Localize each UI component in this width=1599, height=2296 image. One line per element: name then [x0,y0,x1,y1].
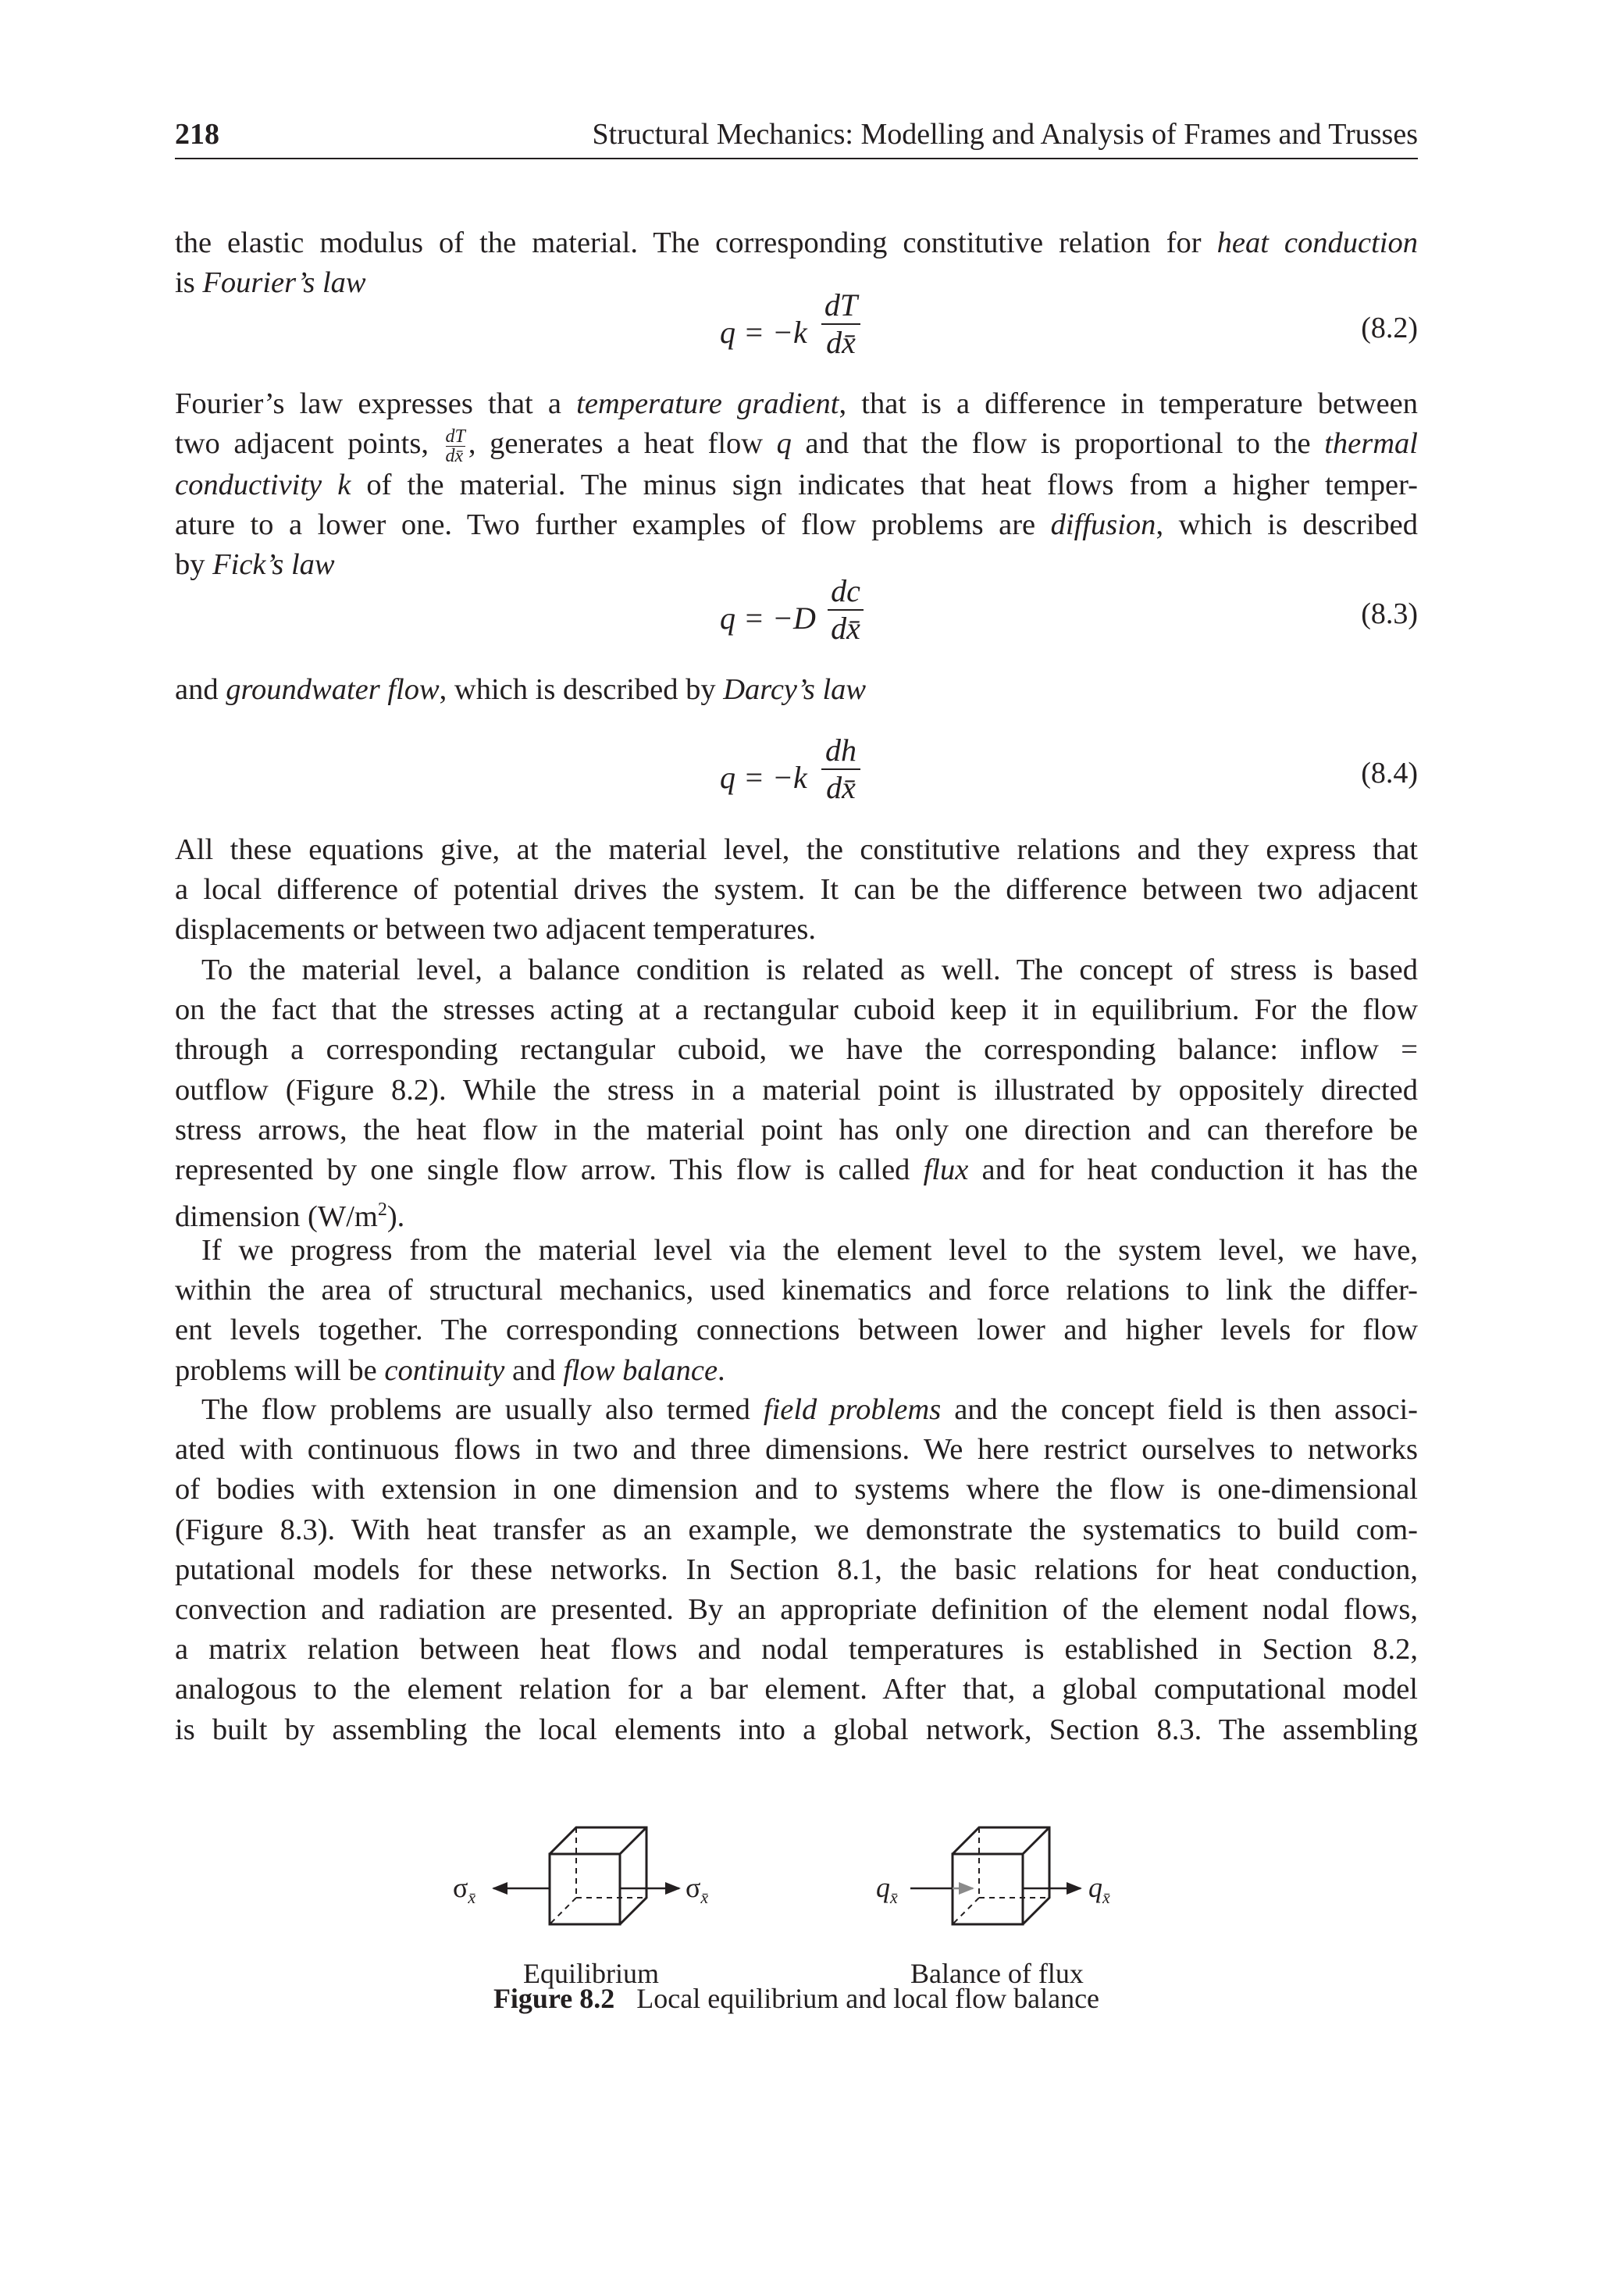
paragraph-7 [175,1390,1418,1750]
equation-lhs: q = −k [720,760,807,795]
paragraph-4 [175,830,1418,950]
fraction-denominator: dx̄ [831,611,860,646]
paragraph-5 [175,950,1418,1237]
paragraph-line: The flow problems are usually also termed field problems and the concept field is then associ- [201,1393,1418,1426]
paragraph-line: ature to a lower one. Two further examples of flow problems are diffusion, which is described [175,508,1418,542]
sigma-left-label: $\sigma_{x̄}$ [453,1872,476,1908]
equation-8-4 [175,733,1418,818]
paragraph-line: displacements or between two adjacent temperatures. [175,913,817,947]
equation-fraction [821,733,860,806]
paragraph-line: analogous to the element relation for a bar element. After that, a global computational model [175,1673,1418,1706]
paragraph-line: within the area of structural mechanics, used kinematics and force relations to link the differ- [175,1274,1418,1307]
equation-8-3 [175,573,1418,659]
paragraph-3 [175,670,1418,710]
balance-of-flux-label: Balance of flux [910,1958,1084,1989]
paragraph-line: the elastic modulus of the material. The corresponding constitutive relation for heat conduction [175,226,1418,259]
paragraph-6 [175,1231,1418,1391]
equation-number: (8.4) [1361,757,1418,790]
paragraph-2 [175,384,1418,585]
paragraph-line: through a corresponding rectangular cuboid, we have the corresponding balance: inflow = [175,1033,1418,1067]
caption-figure-number: Figure 8.2 [493,1983,615,2014]
paragraph-line: outflow (Figure 8.2). While the stress in a material point is illustrated by oppositely directed [175,1073,1418,1107]
figure-diagram [175,1796,1418,1968]
paragraph-line: represented by one single flow arrow. This flow is called flux and for heat conduction it has the [175,1153,1418,1187]
fraction-numerator: dc [831,573,860,608]
paragraph-line: stress arrows, the heat flow in the material point has only one direction and can therefore be [175,1113,1418,1146]
paragraph-line: To the material level, a balance condition is related as well. The concept of stress is based [201,954,1418,986]
fraction-denominator: dx̄ [826,770,856,805]
equilibrium-label: Equilibrium [523,1958,659,1989]
flux-cube-icon [953,1827,1049,1924]
caption-text: Local equilibrium and local flow balance [636,1983,1100,2014]
running-header [175,116,1418,153]
paragraph-line: a local difference of potential drives the system. It can be the difference between two adjacent [175,873,1418,907]
paragraph-line: of bodies with extension in one dimension and to systems where the flow is one-dimensional [175,1473,1418,1506]
q-right-label: $q_{x̄}$ [1088,1872,1110,1908]
paragraph-line: putational models for these networks. In Section 8.1, the basic relations for heat conduction, [175,1553,1418,1586]
paragraph-line: ent levels together. The corresponding connections between lower and higher levels for flow [175,1314,1418,1347]
paragraph-line: dimension $(W/m^2)$. [175,1200,405,1234]
paragraph-line: two adjacent points, $\frac{dT}{dx̄}$ , generates a heat flow q and that the flow is proportional to the thermal [175,426,1419,466]
paragraph-line: problems will be continuity and flow balance. [175,1353,725,1387]
paragraph-line: convection and radiation are presented. By an appropriate definition of the element nodal flows, [175,1593,1418,1627]
inline-fraction: $\frac{dT}{dx̄}$ [445,426,465,466]
equation-number: (8.3) [1361,597,1418,630]
paragraph-line: If we progress from the material level via the element level to the system level, we have, [201,1234,1418,1267]
paragraph-line: and groundwater flow, which is described by Darcy’s law [175,673,867,706]
page-number: 218 [175,118,219,151]
fraction-numerator: dh [825,733,856,768]
equation-8-2 [175,287,1418,373]
paragraph-line: is built by assembling the local elements into a global network, Section 8.3. The assembling [175,1713,1418,1746]
paragraph-line: (Figure 8.3). With heat transfer as an example, we demonstrate the systematics to build com- [175,1513,1418,1546]
paragraph-line: by Fick’s law [175,548,335,582]
running-title: Structural Mechanics: Modelling and Analysis of Frames and Trusses [592,118,1418,151]
fraction-denominator: dx̄ [826,325,856,360]
equation-lhs: q = −k [720,315,807,350]
paragraph-line: is Fourier’s law [175,266,366,300]
paragraph-line: Fourier’s law expresses that a temperature gradient, that is a difference in temperature between [175,387,1418,420]
equation-number: (8.2) [1361,312,1418,344]
paragraph-line: conductivity k of the material. The minus sign indicates that heat flows from a higher temper- [175,468,1418,501]
q-left-label: $q_{x̄}$ [876,1872,898,1908]
equilibrium-cube-icon [550,1827,646,1924]
figure-caption [175,1982,1418,2015]
figure-8-2 [175,1796,1418,2070]
paragraph-line: a matrix relation between heat flows and nodal temperatures is established in Section 8.2, [175,1633,1418,1667]
paragraph-line: on the fact that the stresses acting at a rectangular cuboid keep it in equilibrium. For the flow [175,993,1418,1027]
fraction-numerator: dT [824,287,858,323]
header-rule [175,158,1418,159]
paragraph-line: All these equations give, at the material level, the constitutive relations and they express that [175,833,1418,866]
equation-fraction [821,287,860,361]
equation-fraction [828,573,864,647]
sigma-right-label: $\sigma_{x̄}$ [686,1872,709,1908]
paragraph-line: ated with continuous flows in two and three dimensions. We here restrict ourselves to networks [175,1433,1418,1467]
equation-lhs: q = −D [720,601,816,636]
